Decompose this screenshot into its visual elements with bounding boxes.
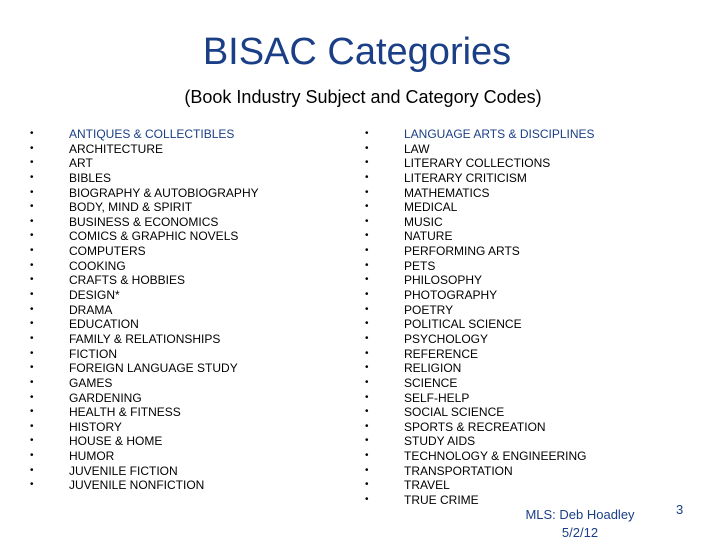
category-item (365, 215, 695, 230)
category-label: BODY, MIND & SPIRIT (69, 200, 193, 215)
category-label: COMICS & GRAPHIC NOVELS (69, 229, 239, 244)
category-list-right (365, 127, 695, 508)
category-item (30, 391, 330, 406)
category-item (365, 376, 695, 391)
category-label: ART (69, 156, 93, 171)
category-label: PETS (404, 258, 436, 273)
category-item (365, 127, 695, 142)
bullet-icon: • (30, 157, 34, 169)
bullet-icon: • (365, 157, 369, 169)
bullet-icon: • (365, 347, 369, 359)
bullet-icon: • (365, 435, 369, 447)
bullet-icon: • (30, 142, 34, 154)
category-label: DRAMA (69, 302, 113, 317)
bullet-icon: • (30, 450, 34, 462)
category-label: ANTIQUES & COLLECTIBLES (69, 127, 235, 141)
bullet-icon: • (30, 318, 34, 330)
bullet-icon: • (30, 215, 34, 227)
category-label: TECHNOLOGY & ENGINEERING (404, 449, 587, 464)
category-label: LANGUAGE ARTS & DISCIPLINES (404, 127, 595, 141)
bullet-icon: • (365, 332, 369, 344)
category-item (365, 478, 695, 493)
category-label: HOUSE & HOME (69, 434, 163, 449)
category-label: COMPUTERS (69, 244, 146, 259)
category-label: SPORTS & RECREATION (404, 419, 546, 434)
category-item (365, 273, 695, 288)
category-item (30, 317, 330, 332)
category-label: FAMILY & RELATIONSHIPS (69, 331, 221, 346)
category-label: PERFORMING ARTS (404, 244, 520, 259)
bullet-icon: • (30, 259, 34, 271)
bullet-icon: • (365, 274, 369, 286)
category-label: BUSINESS & ECONOMICS (69, 214, 219, 229)
category-item (365, 347, 695, 362)
bullet-icon: • (365, 215, 369, 227)
category-label: LITERARY COLLECTIONS (404, 156, 551, 171)
category-label: MEDICAL (404, 200, 458, 215)
category-item (365, 171, 695, 186)
category-label: COOKING (69, 258, 126, 273)
category-item (30, 288, 330, 303)
bullet-icon: • (30, 289, 34, 301)
bullet-icon: • (30, 186, 34, 198)
category-item (30, 347, 330, 362)
bullet-icon: • (365, 376, 369, 388)
bullet-icon: • (30, 201, 34, 213)
category-item (365, 332, 695, 347)
category-item (30, 332, 330, 347)
category-item (365, 361, 695, 376)
slide-title (0, 30, 728, 74)
category-item (30, 303, 330, 318)
category-label: PHOTOGRAPHY (404, 288, 498, 303)
category-item (30, 186, 330, 201)
category-label: BIOGRAPHY & AUTOBIOGRAPHY (69, 185, 259, 200)
bullet-icon: • (30, 376, 34, 388)
page-number: 3 (676, 502, 684, 517)
category-item (30, 449, 330, 464)
bullet-icon: • (365, 450, 369, 462)
category-label: FOREIGN LANGUAGE STUDY (69, 361, 238, 376)
bullet-icon: • (365, 303, 369, 315)
category-label: REFERENCE (404, 346, 479, 361)
category-label: HISTORY (69, 419, 122, 434)
category-item (365, 391, 695, 406)
category-label: CRAFTS & HOBBIES (69, 273, 186, 288)
category-item (30, 478, 330, 493)
category-item (365, 156, 695, 171)
category-label: RELIGION (404, 361, 462, 376)
category-label: GARDENING (69, 390, 142, 405)
category-item (365, 434, 695, 449)
bullet-icon: • (365, 362, 369, 374)
bullet-icon: • (30, 274, 34, 286)
category-item (30, 127, 330, 142)
category-item (30, 420, 330, 435)
slide-subtitle-text: (Book Industry Subject and Category Codes) (184, 87, 542, 107)
category-label: MUSIC (404, 214, 443, 229)
category-item (30, 273, 330, 288)
category-item (30, 464, 330, 479)
category-label: TRUE CRIME (404, 493, 479, 508)
category-label: SOCIAL SCIENCE (404, 405, 505, 420)
bullet-icon: • (365, 128, 369, 139)
category-item (365, 464, 695, 479)
category-item (365, 229, 695, 244)
bullet-icon: • (30, 362, 34, 374)
bullet-icon: • (30, 347, 34, 359)
category-item (365, 317, 695, 332)
category-list-left (30, 127, 330, 493)
category-label: BIBLES (69, 170, 112, 185)
bullet-icon: • (30, 435, 34, 447)
bullet-icon: • (365, 464, 369, 476)
category-label: PSYCHOLOGY (404, 331, 489, 346)
bullet-icon: • (365, 186, 369, 198)
bullet-icon: • (365, 406, 369, 418)
category-label: POLITICAL SCIENCE (404, 317, 522, 332)
bullet-icon: • (365, 142, 369, 154)
credit-name: MLS: Deb Hoadley (525, 507, 635, 522)
bullet-icon: • (30, 245, 34, 257)
category-item (365, 244, 695, 259)
credit-date: 5/2/12 (561, 525, 599, 540)
category-item (365, 142, 695, 157)
category-item (365, 200, 695, 215)
category-item (30, 156, 330, 171)
slide-subtitle (0, 86, 728, 108)
category-item (30, 142, 330, 157)
category-label: PHILOSOPHY (404, 273, 483, 288)
category-item (30, 259, 330, 274)
category-label: TRAVEL (404, 478, 450, 493)
category-label: FICTION (69, 346, 117, 361)
bullet-icon: • (365, 289, 369, 301)
category-item (30, 244, 330, 259)
category-label: TRANSPORTATION (404, 463, 513, 478)
bullet-icon: • (365, 171, 369, 183)
author-credit (500, 506, 660, 542)
bullet-icon: • (365, 245, 369, 257)
bullet-icon: • (365, 230, 369, 242)
category-label: ARCHITECTURE (69, 141, 164, 156)
category-item (30, 361, 330, 376)
category-label: JUVENILE FICTION (69, 463, 178, 478)
bullet-icon: • (365, 479, 369, 491)
category-item (365, 288, 695, 303)
bullet-icon: • (30, 171, 34, 183)
bullet-icon: • (365, 494, 369, 506)
category-item (365, 405, 695, 420)
bullet-icon: • (30, 332, 34, 344)
category-item (365, 449, 695, 464)
category-label: DESIGN* (69, 288, 120, 303)
bullet-icon: • (365, 420, 369, 432)
category-item (30, 200, 330, 215)
category-label: JUVENILE NONFICTION (69, 478, 205, 493)
bullet-icon: • (365, 259, 369, 271)
category-label: LAW (404, 141, 430, 156)
category-item (365, 259, 695, 274)
bullet-icon: • (365, 318, 369, 330)
bullet-icon: • (30, 479, 34, 491)
category-label: SCIENCE (404, 375, 458, 390)
bullet-icon: • (365, 201, 369, 213)
bullet-icon: • (30, 303, 34, 315)
category-item (30, 405, 330, 420)
category-item (30, 434, 330, 449)
category-label: LITERARY CRITICISM (404, 170, 527, 185)
bullet-icon: • (30, 391, 34, 403)
category-label: MATHEMATICS (404, 185, 490, 200)
category-item (365, 420, 695, 435)
slide-title-text: BISAC Categories (202, 31, 512, 73)
category-item (30, 376, 330, 391)
bullet-icon: • (365, 391, 369, 403)
category-label: NATURE (404, 229, 453, 244)
category-item (365, 186, 695, 201)
bullet-icon: • (30, 406, 34, 418)
category-label: GAMES (69, 375, 113, 390)
category-item (30, 171, 330, 186)
category-label: POETRY (404, 302, 454, 317)
category-label: HUMOR (69, 449, 115, 464)
category-label: EDUCATION (69, 317, 139, 332)
bullet-icon: • (30, 128, 34, 139)
bullet-icon: • (30, 420, 34, 432)
category-label: HEALTH & FITNESS (69, 405, 181, 420)
category-label: SELF-HELP (404, 390, 470, 405)
category-item (30, 229, 330, 244)
category-item (30, 215, 330, 230)
bullet-icon: • (30, 464, 34, 476)
category-item (365, 303, 695, 318)
category-label: STUDY AIDS (404, 434, 476, 449)
bullet-icon: • (30, 230, 34, 242)
